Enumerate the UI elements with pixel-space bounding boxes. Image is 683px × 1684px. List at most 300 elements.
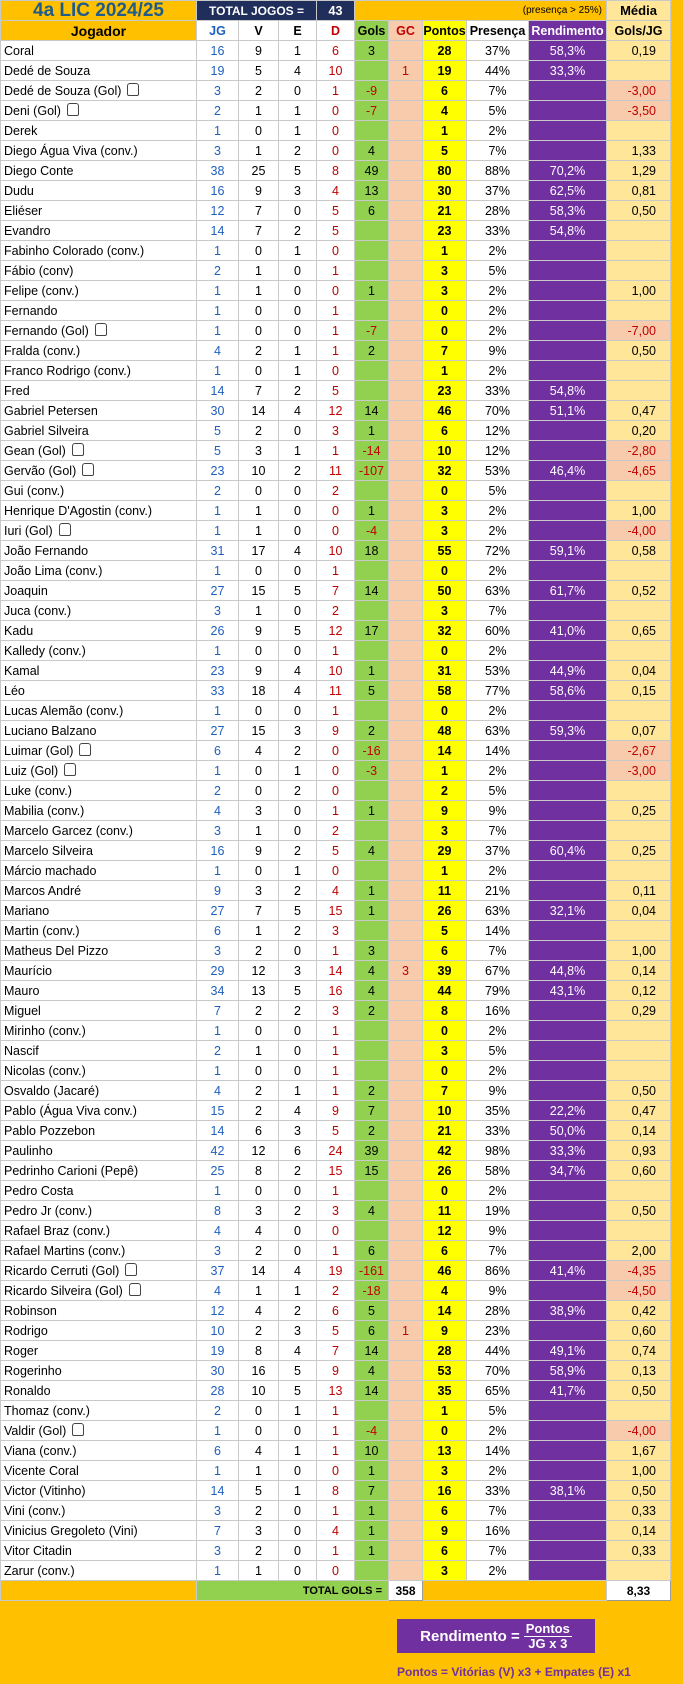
gols-jg-cell[interactable]: 0,65 [607, 621, 671, 641]
player-name-cell[interactable] [1, 781, 197, 801]
player-name-cell[interactable] [1, 1221, 197, 1241]
gols-cell[interactable]: 1 [355, 881, 389, 901]
gols-cell[interactable]: 1 [355, 421, 389, 441]
gols-cell[interactable]: 10 [355, 1441, 389, 1461]
presenca-cell[interactable]: 2% [467, 1021, 529, 1041]
v-cell[interactable]: 2 [239, 1001, 279, 1021]
rendimento-cell[interactable]: 34,7% [529, 1161, 607, 1181]
player-name-cell[interactable] [1, 61, 197, 81]
player-name-cell[interactable] [1, 281, 197, 301]
jg-cell[interactable]: 6 [197, 741, 239, 761]
gols-cell[interactable]: 13 [355, 181, 389, 201]
e-cell[interactable]: 5 [279, 901, 317, 921]
gols-jg-cell[interactable]: -2,67 [607, 741, 671, 761]
gols-jg-cell[interactable] [607, 361, 671, 381]
player-name-cell[interactable] [1, 1261, 197, 1281]
gols-jg-cell[interactable]: -3,50 [607, 101, 671, 121]
d-cell[interactable]: 1 [317, 1041, 355, 1061]
gols-cell[interactable]: 5 [355, 1301, 389, 1321]
gc-cell[interactable] [389, 1061, 423, 1081]
e-cell[interactable]: 0 [279, 821, 317, 841]
col-presenca[interactable]: Presença [467, 21, 529, 41]
v-cell[interactable]: 5 [239, 61, 279, 81]
gc-cell[interactable] [389, 601, 423, 621]
gols-cell[interactable]: 3 [355, 41, 389, 61]
player-name-cell[interactable] [1, 741, 197, 761]
d-cell[interactable]: 1 [317, 441, 355, 461]
jg-cell[interactable]: 42 [197, 1141, 239, 1161]
gols-jg-cell[interactable] [607, 701, 671, 721]
player-name-cell[interactable] [1, 701, 197, 721]
gc-cell[interactable] [389, 101, 423, 121]
v-cell[interactable]: 1 [239, 821, 279, 841]
pontos-cell[interactable]: 28 [423, 41, 467, 61]
gc-cell[interactable] [389, 881, 423, 901]
player-name-cell[interactable] [1, 521, 197, 541]
col-gols[interactable]: Gols [355, 21, 389, 41]
e-cell[interactable]: 2 [279, 741, 317, 761]
rendimento-cell[interactable]: 58,3% [529, 201, 607, 221]
d-cell[interactable]: 10 [317, 661, 355, 681]
v-cell[interactable]: 12 [239, 961, 279, 981]
gols-cell[interactable] [355, 1041, 389, 1061]
player-name-cell[interactable] [1, 1421, 197, 1441]
pontos-cell[interactable]: 12 [423, 1221, 467, 1241]
d-cell[interactable]: 3 [317, 1001, 355, 1021]
v-cell[interactable]: 4 [239, 1221, 279, 1241]
player-name-cell[interactable] [1, 841, 197, 861]
v-cell[interactable]: 0 [239, 481, 279, 501]
pontos-cell[interactable]: 46 [423, 1261, 467, 1281]
v-cell[interactable]: 2 [239, 941, 279, 961]
d-cell[interactable]: 0 [317, 521, 355, 541]
gols-cell[interactable]: 4 [355, 961, 389, 981]
v-cell[interactable]: 8 [239, 1341, 279, 1361]
gols-jg-cell[interactable]: 0,50 [607, 1381, 671, 1401]
rendimento-cell[interactable] [529, 1221, 607, 1241]
pontos-cell[interactable]: 0 [423, 1181, 467, 1201]
d-cell[interactable]: 0 [317, 121, 355, 141]
player-name-cell[interactable] [1, 541, 197, 561]
gols-jg-cell[interactable]: 2,00 [607, 1241, 671, 1261]
gols-cell[interactable]: 4 [355, 1201, 389, 1221]
presenca-cell[interactable]: 5% [467, 1401, 529, 1421]
pontos-cell[interactable]: 48 [423, 721, 467, 741]
gc-cell[interactable]: 1 [389, 1321, 423, 1341]
d-cell[interactable]: 0 [317, 741, 355, 761]
jg-cell[interactable]: 19 [197, 61, 239, 81]
rendimento-cell[interactable] [529, 1501, 607, 1521]
rendimento-cell[interactable] [529, 1541, 607, 1561]
pontos-cell[interactable]: 9 [423, 1521, 467, 1541]
gols-cell[interactable]: 14 [355, 401, 389, 421]
rendimento-cell[interactable]: 32,1% [529, 901, 607, 921]
v-cell[interactable]: 2 [239, 81, 279, 101]
e-cell[interactable]: 0 [279, 941, 317, 961]
d-cell[interactable]: 0 [317, 1221, 355, 1241]
gc-cell[interactable] [389, 921, 423, 941]
v-cell[interactable]: 0 [239, 561, 279, 581]
gols-cell[interactable] [355, 921, 389, 941]
pontos-cell[interactable]: 8 [423, 1001, 467, 1021]
gols-cell[interactable]: 7 [355, 1101, 389, 1121]
gols-jg-cell[interactable] [607, 221, 671, 241]
player-name-cell[interactable] [1, 1241, 197, 1261]
presenca-cell[interactable]: 63% [467, 721, 529, 741]
pontos-cell[interactable]: 3 [423, 1461, 467, 1481]
v-cell[interactable]: 0 [239, 641, 279, 661]
presenca-cell[interactable]: 44% [467, 61, 529, 81]
gols-jg-cell[interactable]: 1,29 [607, 161, 671, 181]
d-cell[interactable]: 16 [317, 981, 355, 1001]
gols-jg-cell[interactable] [607, 641, 671, 661]
v-cell[interactable]: 1 [239, 501, 279, 521]
pontos-cell[interactable]: 42 [423, 1141, 467, 1161]
v-cell[interactable]: 10 [239, 1381, 279, 1401]
d-cell[interactable]: 0 [317, 241, 355, 261]
e-cell[interactable]: 1 [279, 241, 317, 261]
rendimento-cell[interactable]: 61,7% [529, 581, 607, 601]
presenca-cell[interactable]: 2% [467, 321, 529, 341]
d-cell[interactable]: 1 [317, 1021, 355, 1041]
player-name-cell[interactable] [1, 981, 197, 1001]
jg-cell[interactable]: 4 [197, 341, 239, 361]
col-e[interactable]: E [279, 21, 317, 41]
e-cell[interactable]: 0 [279, 1041, 317, 1061]
v-cell[interactable]: 1 [239, 521, 279, 541]
e-cell[interactable]: 1 [279, 1081, 317, 1101]
v-cell[interactable]: 0 [239, 1421, 279, 1441]
d-cell[interactable]: 2 [317, 601, 355, 621]
e-cell[interactable]: 0 [279, 501, 317, 521]
rendimento-cell[interactable]: 60,4% [529, 841, 607, 861]
presenca-cell[interactable]: 5% [467, 781, 529, 801]
gols-cell[interactable]: 1 [355, 801, 389, 821]
pontos-cell[interactable]: 6 [423, 1501, 467, 1521]
gc-cell[interactable] [389, 481, 423, 501]
pontos-cell[interactable]: 11 [423, 1201, 467, 1221]
d-cell[interactable]: 3 [317, 1201, 355, 1221]
presenca-cell[interactable]: 2% [467, 701, 529, 721]
col-pontos[interactable]: Pontos [423, 21, 467, 41]
rendimento-cell[interactable] [529, 361, 607, 381]
presenca-cell[interactable]: 7% [467, 1241, 529, 1261]
presenca-cell[interactable]: 37% [467, 181, 529, 201]
v-cell[interactable]: 3 [239, 801, 279, 821]
rendimento-cell[interactable]: 38,9% [529, 1301, 607, 1321]
gc-cell[interactable] [389, 501, 423, 521]
v-cell[interactable]: 7 [239, 381, 279, 401]
gols-cell[interactable]: 2 [355, 721, 389, 741]
jg-cell[interactable]: 1 [197, 321, 239, 341]
d-cell[interactable]: 1 [317, 1441, 355, 1461]
v-cell[interactable]: 1 [239, 1041, 279, 1061]
gc-cell[interactable] [389, 1561, 423, 1581]
player-name-cell[interactable] [1, 1121, 197, 1141]
pontos-cell[interactable]: 58 [423, 681, 467, 701]
player-name-cell[interactable] [1, 1481, 197, 1501]
col-jogador[interactable]: Jogador [1, 21, 197, 41]
e-cell[interactable]: 2 [279, 921, 317, 941]
e-cell[interactable]: 2 [279, 781, 317, 801]
rendimento-cell[interactable] [529, 941, 607, 961]
v-cell[interactable]: 0 [239, 761, 279, 781]
presenca-cell[interactable]: 7% [467, 1541, 529, 1561]
player-name-cell[interactable] [1, 381, 197, 401]
gols-cell[interactable]: 4 [355, 1361, 389, 1381]
gc-cell[interactable] [389, 621, 423, 641]
d-cell[interactable]: 1 [317, 1181, 355, 1201]
d-cell[interactable]: 6 [317, 41, 355, 61]
gc-cell[interactable] [389, 441, 423, 461]
pontos-cell[interactable]: 3 [423, 521, 467, 541]
e-cell[interactable]: 0 [279, 261, 317, 281]
v-cell[interactable]: 3 [239, 441, 279, 461]
gols-jg-cell[interactable] [607, 1561, 671, 1581]
gols-jg-cell[interactable] [607, 601, 671, 621]
gols-cell[interactable]: 14 [355, 1381, 389, 1401]
player-name-cell[interactable] [1, 401, 197, 421]
gc-cell[interactable] [389, 1261, 423, 1281]
d-cell[interactable]: 10 [317, 541, 355, 561]
jg-cell[interactable]: 5 [197, 441, 239, 461]
jg-cell[interactable]: 12 [197, 201, 239, 221]
d-cell[interactable]: 5 [317, 841, 355, 861]
gols-cell[interactable]: 1 [355, 281, 389, 301]
gc-cell[interactable] [389, 681, 423, 701]
jg-cell[interactable]: 29 [197, 961, 239, 981]
e-cell[interactable]: 0 [279, 1501, 317, 1521]
gc-cell[interactable] [389, 641, 423, 661]
gols-jg-cell[interactable]: 0,19 [607, 41, 671, 61]
v-cell[interactable]: 1 [239, 601, 279, 621]
gc-cell[interactable] [389, 1161, 423, 1181]
presenca-cell[interactable]: 58% [467, 1161, 529, 1181]
gols-cell[interactable]: 6 [355, 1321, 389, 1341]
player-name-cell[interactable] [1, 1141, 197, 1161]
jg-cell[interactable]: 6 [197, 921, 239, 941]
pontos-cell[interactable]: 3 [423, 821, 467, 841]
presenca-cell[interactable]: 35% [467, 1101, 529, 1121]
player-name-cell[interactable] [1, 121, 197, 141]
gc-cell[interactable] [389, 401, 423, 421]
gols-cell[interactable]: -7 [355, 321, 389, 341]
rendimento-cell[interactable]: 41,0% [529, 621, 607, 641]
rendimento-cell[interactable] [529, 801, 607, 821]
gols-cell[interactable]: 1 [355, 501, 389, 521]
gc-cell[interactable] [389, 901, 423, 921]
rendimento-cell[interactable]: 54,8% [529, 221, 607, 241]
rendimento-cell[interactable]: 51,1% [529, 401, 607, 421]
jg-cell[interactable]: 1 [197, 861, 239, 881]
presenca-cell[interactable]: 7% [467, 821, 529, 841]
gols-jg-cell[interactable]: 0,50 [607, 1201, 671, 1221]
player-name-cell[interactable] [1, 581, 197, 601]
v-cell[interactable]: 1 [239, 1461, 279, 1481]
d-cell[interactable]: 5 [317, 1321, 355, 1341]
pontos-cell[interactable]: 23 [423, 221, 467, 241]
player-name-cell[interactable] [1, 161, 197, 181]
gols-jg-cell[interactable]: 0,13 [607, 1361, 671, 1381]
presenca-cell[interactable]: 65% [467, 1381, 529, 1401]
gols-cell[interactable] [355, 1401, 389, 1421]
gols-jg-cell[interactable]: 0,50 [607, 201, 671, 221]
pontos-cell[interactable]: 32 [423, 621, 467, 641]
e-cell[interactable]: 1 [279, 1441, 317, 1461]
v-cell[interactable]: 3 [239, 1521, 279, 1541]
pontos-cell[interactable]: 14 [423, 1301, 467, 1321]
gols-cell[interactable] [355, 261, 389, 281]
presenca-cell[interactable]: 2% [467, 281, 529, 301]
e-cell[interactable]: 0 [279, 281, 317, 301]
e-cell[interactable]: 0 [279, 521, 317, 541]
jg-cell[interactable]: 1 [197, 561, 239, 581]
pontos-cell[interactable]: 6 [423, 81, 467, 101]
player-name-cell[interactable] [1, 1501, 197, 1521]
gc-cell[interactable] [389, 1381, 423, 1401]
gols-cell[interactable] [355, 121, 389, 141]
presenca-cell[interactable]: 2% [467, 301, 529, 321]
v-cell[interactable]: 7 [239, 901, 279, 921]
v-cell[interactable]: 15 [239, 721, 279, 741]
presenca-cell[interactable]: 2% [467, 1181, 529, 1201]
player-name-cell[interactable] [1, 1081, 197, 1101]
presenca-cell[interactable]: 2% [467, 521, 529, 541]
e-cell[interactable]: 0 [279, 601, 317, 621]
presenca-cell[interactable]: 14% [467, 741, 529, 761]
player-name-cell[interactable] [1, 801, 197, 821]
e-cell[interactable]: 0 [279, 1421, 317, 1441]
pontos-cell[interactable]: 1 [423, 761, 467, 781]
col-d[interactable]: D [317, 21, 355, 41]
gols-jg-cell[interactable]: 1,67 [607, 1441, 671, 1461]
rendimento-cell[interactable] [529, 501, 607, 521]
pontos-cell[interactable]: 0 [423, 1061, 467, 1081]
gols-jg-cell[interactable]: 0,20 [607, 421, 671, 441]
player-name-cell[interactable] [1, 241, 197, 261]
jg-cell[interactable]: 4 [197, 1281, 239, 1301]
pontos-cell[interactable]: 6 [423, 421, 467, 441]
gc-cell[interactable] [389, 781, 423, 801]
rendimento-cell[interactable] [529, 1521, 607, 1541]
pontos-cell[interactable]: 0 [423, 701, 467, 721]
pontos-cell[interactable]: 30 [423, 181, 467, 201]
rendimento-cell[interactable] [529, 141, 607, 161]
gc-cell[interactable] [389, 161, 423, 181]
jg-cell[interactable]: 3 [197, 941, 239, 961]
rendimento-cell[interactable] [529, 1281, 607, 1301]
gols-cell[interactable]: 1 [355, 1501, 389, 1521]
jg-cell[interactable]: 1 [197, 301, 239, 321]
e-cell[interactable]: 1 [279, 1401, 317, 1421]
e-cell[interactable]: 4 [279, 1341, 317, 1361]
presenca-cell[interactable]: 5% [467, 101, 529, 121]
pontos-cell[interactable]: 26 [423, 1161, 467, 1181]
jg-cell[interactable]: 14 [197, 221, 239, 241]
pontos-cell[interactable]: 0 [423, 301, 467, 321]
jg-cell[interactable]: 38 [197, 161, 239, 181]
player-name-cell[interactable] [1, 1101, 197, 1121]
rendimento-cell[interactable] [529, 1021, 607, 1041]
e-cell[interactable]: 2 [279, 1161, 317, 1181]
gc-cell[interactable] [389, 1301, 423, 1321]
rendimento-cell[interactable] [529, 481, 607, 501]
rendimento-cell[interactable]: 33,3% [529, 61, 607, 81]
rendimento-cell[interactable]: 58,9% [529, 1361, 607, 1381]
gols-jg-cell[interactable] [607, 1401, 671, 1421]
e-cell[interactable]: 1 [279, 41, 317, 61]
gols-jg-cell[interactable]: 0,52 [607, 581, 671, 601]
gols-jg-cell[interactable] [607, 1061, 671, 1081]
player-name-cell[interactable] [1, 221, 197, 241]
d-cell[interactable]: 3 [317, 921, 355, 941]
jg-cell[interactable]: 1 [197, 761, 239, 781]
rendimento-cell[interactable] [529, 881, 607, 901]
rendimento-cell[interactable] [529, 521, 607, 541]
pontos-cell[interactable]: 9 [423, 1321, 467, 1341]
e-cell[interactable]: 6 [279, 1141, 317, 1161]
player-name-cell[interactable] [1, 301, 197, 321]
v-cell[interactable]: 3 [239, 1201, 279, 1221]
player-name-cell[interactable] [1, 761, 197, 781]
gc-cell[interactable] [389, 861, 423, 881]
gc-cell[interactable] [389, 1341, 423, 1361]
presenca-cell[interactable]: 12% [467, 421, 529, 441]
rendimento-cell[interactable] [529, 821, 607, 841]
pontos-cell[interactable]: 7 [423, 1081, 467, 1101]
d-cell[interactable]: 13 [317, 1381, 355, 1401]
pontos-cell[interactable]: 3 [423, 281, 467, 301]
v-cell[interactable]: 0 [239, 121, 279, 141]
gols-cell[interactable] [355, 61, 389, 81]
jg-cell[interactable]: 12 [197, 1301, 239, 1321]
player-name-cell[interactable] [1, 881, 197, 901]
d-cell[interactable]: 0 [317, 281, 355, 301]
gols-jg-cell[interactable]: 0,81 [607, 181, 671, 201]
gols-jg-cell[interactable] [607, 821, 671, 841]
gols-jg-cell[interactable] [607, 561, 671, 581]
v-cell[interactable]: 12 [239, 1141, 279, 1161]
gols-cell[interactable]: 49 [355, 161, 389, 181]
e-cell[interactable]: 4 [279, 1261, 317, 1281]
v-cell[interactable]: 5 [239, 1481, 279, 1501]
jg-cell[interactable]: 10 [197, 1321, 239, 1341]
e-cell[interactable]: 5 [279, 1381, 317, 1401]
d-cell[interactable]: 7 [317, 581, 355, 601]
presenca-cell[interactable]: 7% [467, 1501, 529, 1521]
d-cell[interactable]: 0 [317, 101, 355, 121]
e-cell[interactable]: 4 [279, 1101, 317, 1121]
e-cell[interactable]: 0 [279, 321, 317, 341]
rendimento-cell[interactable] [529, 1001, 607, 1021]
gols-cell[interactable]: 6 [355, 1241, 389, 1261]
d-cell[interactable]: 7 [317, 1341, 355, 1361]
e-cell[interactable]: 2 [279, 1201, 317, 1221]
gc-cell[interactable]: 1 [389, 61, 423, 81]
d-cell[interactable]: 1 [317, 301, 355, 321]
d-cell[interactable]: 3 [317, 421, 355, 441]
d-cell[interactable]: 1 [317, 1541, 355, 1561]
gols-jg-cell[interactable]: -4,35 [607, 1261, 671, 1281]
gols-cell[interactable] [355, 821, 389, 841]
gc-cell[interactable] [389, 301, 423, 321]
player-name-cell[interactable] [1, 81, 197, 101]
player-name-cell[interactable] [1, 1041, 197, 1061]
gc-cell[interactable] [389, 321, 423, 341]
e-cell[interactable]: 0 [279, 81, 317, 101]
v-cell[interactable]: 0 [239, 361, 279, 381]
presenca-cell[interactable]: 5% [467, 481, 529, 501]
